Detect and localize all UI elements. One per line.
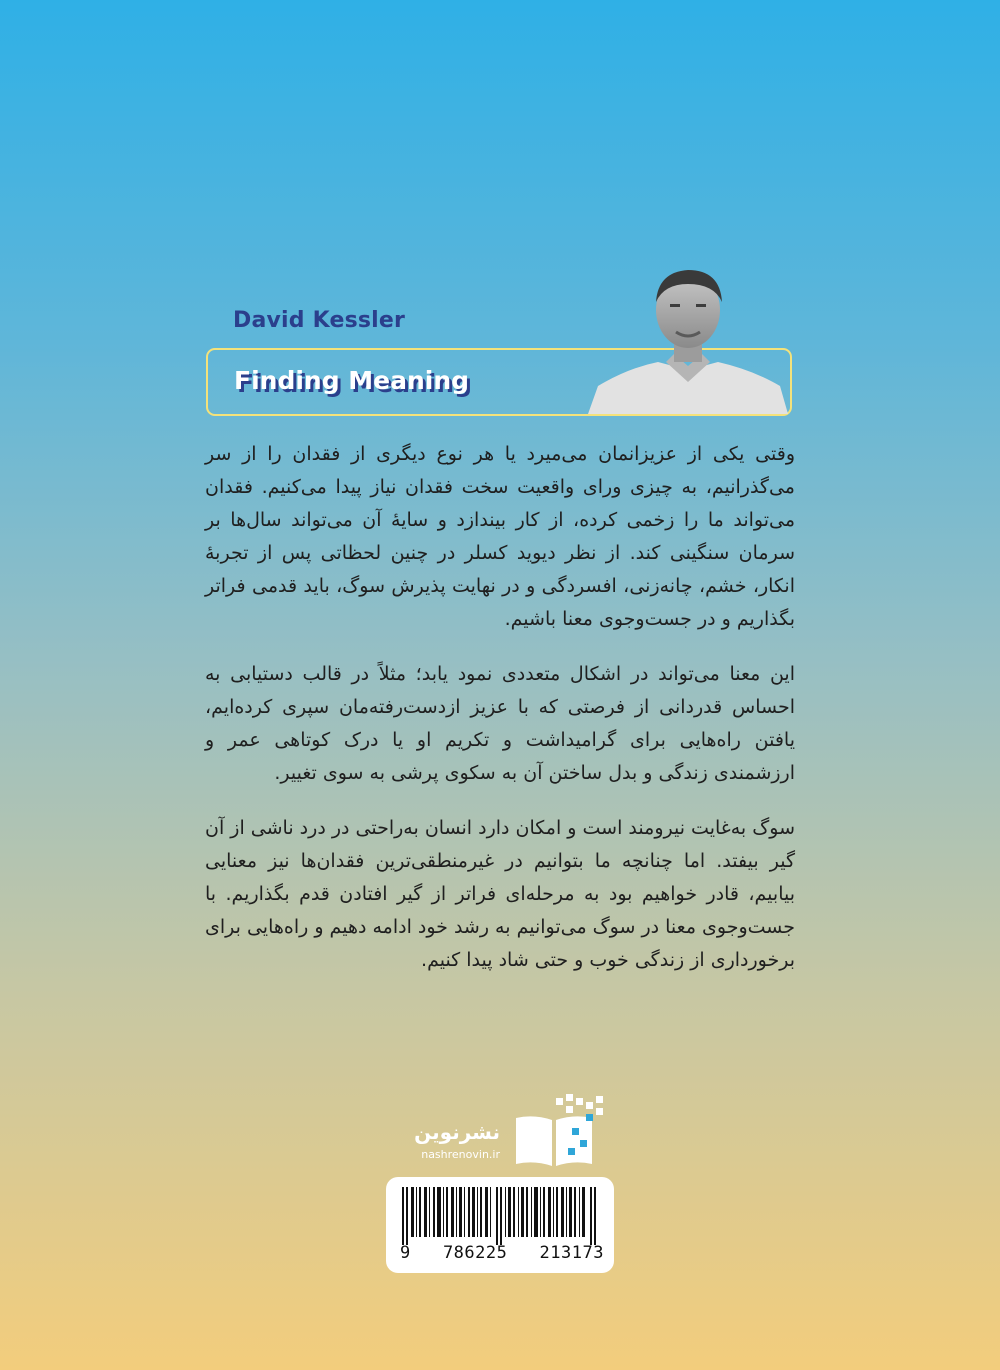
author-name: David Kessler [233,308,406,333]
barcode-icon [400,1187,600,1245]
author-portrait [588,258,788,414]
blurb-paragraph: وقتی یکی از عزیزانمان می‌میرد یا هر نوع دیگری از فقدان را از سر می‌گذرانیم، به چیزی ورای واقعیت سخت فقدان نیاز پیدا می‌کنیم. فقدان می‌تواند ما را زخمی کرده، از کار بیندازد و سایهٔ آن می‌تواند سال‌ها بر سرمان سنگینی کند. از نظر دیوید کسلر در چنین لحظاتی پس از تجربهٔ انکار، خشم، چانه‌زنی، افسردگی و در نهایت پذیرش سوگ، باید قدمی فراتر بگذاریم و در جست‌وجوی معنا باشیم. [205,443,795,630]
publisher-name: نشرنوین [414,1120,500,1144]
isbn-number: 9 786225 213173 [400,1243,604,1263]
barcode-panel [386,1177,614,1273]
blurb-text [205,438,795,999]
blurb-paragraph: سوگ به‌غایت نیرومند است و امکان دارد انسان به‌راحتی در درد ناشی از آن گیر بیفتد. اما چنانچه ما بتوانیم در غیرمنطقی‌ترین فقدان‌ها نیز معنایی بیابیم، قادر خواهیم بود به مرحله‌ای فراتر از گیر افتادن قدم بگذاریم. با جست‌وجوی معنا در سوگ می‌توانیم به رشد خود ادامه دهیم و راه‌هایی برای برخورداری از زندگی خوب و حتی شاد پیدا کنیم. [205,817,795,971]
book-pixels-icon [508,1092,608,1172]
book-title: Finding Meaning [234,366,470,395]
blurb-paragraph: این معنا می‌تواند در اشکال متعددی نمود یابد؛ مثلاً در قالب دستیابی به احساس قدردانی از فرصتی که با عزیز ازدست‌رفته‌مان سپری کرده‌ایم، یافتن راه‌هایی برای گرامیداشت و تکریم او یا درک کوتاهی عمر و ارزشمندی زندگی و بدل ساختن آن به سکوی پرشی به سوی تغییر. [205,663,795,784]
publisher-url: nashrenovin.ir [421,1148,500,1161]
publisher-block [400,1092,610,1172]
